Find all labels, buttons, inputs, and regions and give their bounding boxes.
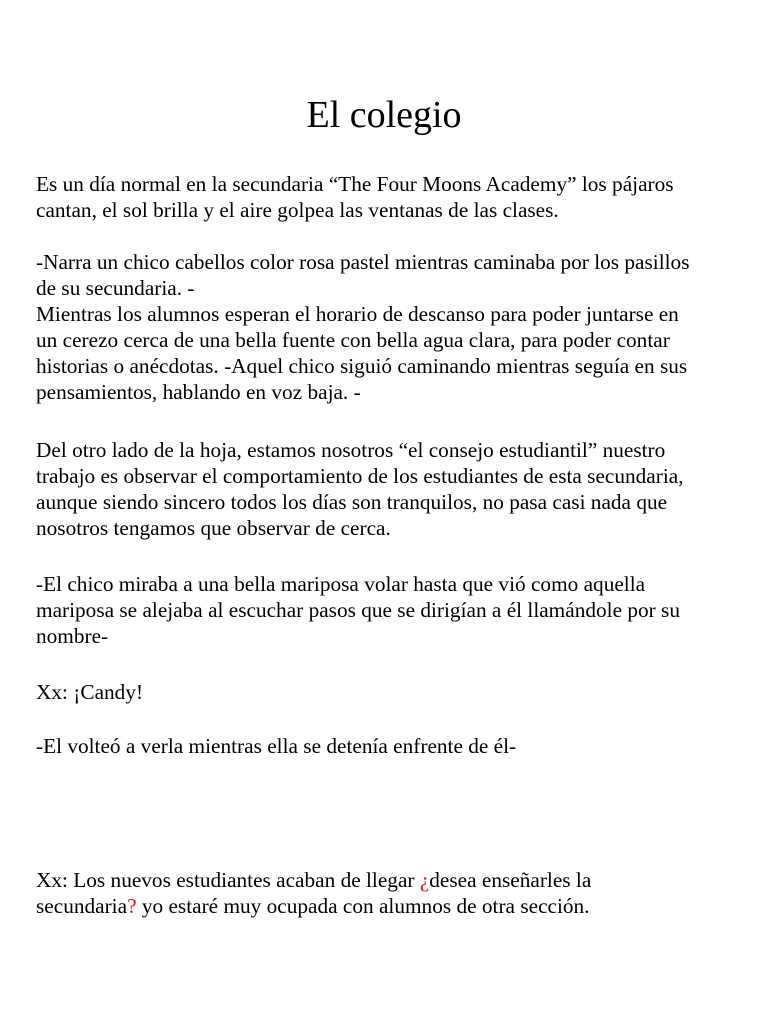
dialogue-text-part3: yo estaré muy ocupada con alumnos de otra sección. — [136, 894, 590, 918]
paragraph-student-council: Del otro lado de la hoja, estamos nosotros “el consejo estudiantil” nuestro trabajo es observar el comportamiento de los estudiantes de esta secundaria, aunque siendo sincero todos los días son tranquilos, no pasa casi nada que nosotros tengamos que observar de cerca. — [36, 438, 684, 540]
dialogue-new-students — [36, 867, 736, 919]
dialogue-candy: Xx: ¡Candy! — [36, 680, 144, 704]
paragraph-butterfly: -El chico miraba a una bella mariposa volar hasta que vió como aquella mariposa se alejaba al escuchar pasos que se dirigían a él llamándole por su nombre- — [36, 572, 680, 648]
open-question-mark: ¿ — [419, 868, 430, 892]
dialogue-text-part2: desea enseñarles la secundaria — [36, 868, 592, 918]
dialogue-text-part1: Xx: Los nuevos estudiantes acaban de llegar — [36, 868, 420, 892]
document-title: El colegio — [306, 94, 462, 136]
close-question-mark: ? — [127, 894, 137, 918]
paragraph-turn: -El volteó a verla mientras ella se detenía enfrente de él- — [36, 734, 517, 758]
paragraph-intro: Es un día normal en la secundaria “The Four Moons Academy” los pájaros cantan, el sol brilla y el aire golpea las ventanas de las clases. — [36, 172, 674, 222]
paragraph-narration: -Narra un chico cabellos color rosa pastel mientras caminaba por los pasillos de su secundaria. - Mientras los alumnos esperan el horario de descanso para poder juntarse en un cerezo cerca de una bella fuente con bella agua clara, para poder contar historias o anécdotas. -Aquel chico siguió caminando mientras seguía en sus pensamientos, hablando en voz baja. - — [36, 250, 690, 404]
